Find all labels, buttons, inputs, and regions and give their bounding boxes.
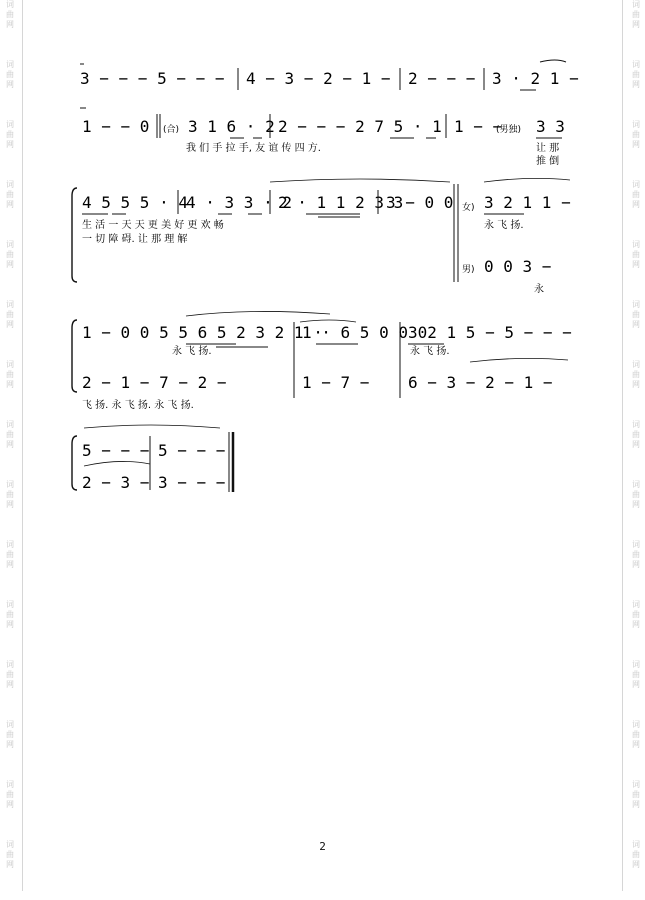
watermark-char: 网: [6, 680, 14, 689]
line5-bottom-b: 3 − − −: [158, 473, 226, 492]
watermark-char: 网: [6, 140, 14, 149]
watermark-char: 网: [6, 800, 14, 809]
line3-notes-f: 0 0 3 −: [484, 257, 552, 276]
watermark-char: 网: [6, 200, 14, 209]
line2-role-2: (男独): [496, 125, 522, 135]
watermark-char: 网: [632, 320, 640, 329]
line4-top-a: 1 − 0 0 5 5 6 5 2 3 2 1 ·: [82, 323, 323, 342]
watermark-char: 曲: [632, 550, 640, 559]
watermark-char: 词: [6, 540, 14, 549]
watermark-char: 词: [632, 600, 640, 609]
line3-notes-b: 4 · 3 3 · 2: [186, 193, 292, 212]
watermark-char: 网: [6, 860, 14, 869]
line4-bottom-c: 6 − 3 − 2 − 1 −: [408, 373, 553, 392]
score-line-5: [72, 425, 233, 492]
watermark-char: 网: [6, 380, 14, 389]
line3-notes-d: 3 − 0 0: [386, 193, 454, 212]
watermark-char: 曲: [632, 130, 640, 139]
line4-top-lyrics-c: 永 飞 扬.: [410, 346, 450, 357]
line3-lyric-f: 永: [534, 284, 544, 295]
watermark-char: 词: [632, 720, 640, 729]
watermark-char: 词: [6, 660, 14, 669]
line2-notes-c: 2 − − − 2 7 5 · 1: [278, 117, 442, 136]
line1-measure-4: 3 · 2 1 −: [492, 69, 579, 88]
watermark-char: 网: [632, 140, 640, 149]
line3-part-male: 男): [462, 265, 475, 275]
watermark-char: 词: [6, 120, 14, 129]
watermark-char: 词: [632, 180, 640, 189]
watermark-char: 词: [6, 480, 14, 489]
line3-notes-e: 3 2 1 1 −: [484, 193, 571, 212]
watermark-char: 网: [6, 440, 14, 449]
watermark-char: 曲: [632, 790, 640, 799]
watermark-char: 曲: [6, 670, 14, 679]
watermark-char: 网: [632, 80, 640, 89]
watermark-char: 网: [632, 800, 640, 809]
line3-lyric-e: 永 飞 扬.: [484, 220, 524, 231]
score-line-2: [80, 108, 565, 167]
line1-measure-2: 4 − 3 − 2 − 1 −: [246, 69, 391, 88]
watermark-char: 网: [6, 20, 14, 29]
watermark-char: 曲: [6, 610, 14, 619]
watermark-char: 词: [632, 540, 640, 549]
line3-lyrics-2: 一 切 障 碍. 让 那 理 解: [82, 234, 188, 245]
line5-top-a: 5 − − −: [82, 441, 150, 460]
watermark-char: 网: [6, 500, 14, 509]
watermark-char: 曲: [632, 70, 640, 79]
watermark-char: 曲: [6, 250, 14, 259]
watermark-char: 曲: [632, 610, 640, 619]
watermark-char: 网: [632, 260, 640, 269]
watermark-char: 词: [632, 480, 640, 489]
watermark-char: 网: [632, 680, 640, 689]
line2-lyric-end-2: 推 倒: [536, 156, 560, 167]
watermark-char: 网: [632, 200, 640, 209]
line2-role: (合): [163, 125, 180, 135]
watermark-char: 词: [6, 60, 14, 69]
watermark-char: 曲: [6, 850, 14, 859]
line3-notes-c: 2 · 1 1 2 3 3: [278, 193, 404, 212]
line3-notes-a: 4 5 5 5 · 4: [82, 193, 188, 212]
watermark-char: 词: [632, 360, 640, 369]
watermark-char: 曲: [6, 310, 14, 319]
watermark-char: 网: [632, 500, 640, 509]
line4-top-lyrics-a: 永 飞 扬.: [172, 346, 212, 357]
watermark-char: 网: [6, 320, 14, 329]
line2-notes-e: 3 3: [536, 117, 565, 136]
watermark-char: 词: [632, 120, 640, 129]
watermark-char: 曲: [6, 130, 14, 139]
line2-notes-a: 1 − − 0: [82, 117, 150, 136]
watermark-char: 曲: [632, 670, 640, 679]
line2-notes-b: 3 1 6 · 2: [188, 117, 275, 136]
watermark-char: 网: [632, 440, 640, 449]
watermark-char: 网: [6, 740, 14, 749]
watermark-char: 曲: [632, 310, 640, 319]
line3-part-female: 女): [462, 203, 475, 213]
watermark-char: 曲: [6, 10, 14, 19]
score-line-1: [80, 60, 579, 90]
watermark-char: 词: [6, 360, 14, 369]
page-number: 2: [319, 840, 326, 853]
watermark-char: 曲: [632, 430, 640, 439]
watermark-char: 曲: [6, 790, 14, 799]
line1-measure-1: 3 − − − 5 − − −: [80, 69, 225, 88]
watermark-char: 词: [6, 420, 14, 429]
watermark-char: 词: [632, 0, 640, 9]
watermark-char: 词: [632, 60, 640, 69]
line5-bottom-a: 2 − 3 −: [82, 473, 150, 492]
watermark-char: 曲: [6, 730, 14, 739]
watermark-char: 词: [632, 840, 640, 849]
watermark-char: 曲: [6, 370, 14, 379]
line5-top-b: 5 − − −: [158, 441, 226, 460]
line4-top-b: 1 · 6 5 0 0 0: [302, 323, 428, 342]
watermark-char: 词: [632, 420, 640, 429]
watermark-char: 词: [632, 240, 640, 249]
watermark-char: 曲: [632, 250, 640, 259]
watermark-char: 词: [632, 300, 640, 309]
line2-lyrics: 我 们 手 拉 手, 友 谊 传 四 方.: [186, 143, 321, 154]
line4-top-c: 3 2 1 5 − 5 − − −: [408, 323, 572, 342]
watermark-char: 曲: [6, 430, 14, 439]
watermark-char: 词: [6, 240, 14, 249]
watermark-char: 网: [632, 740, 640, 749]
watermark-char: 词: [632, 660, 640, 669]
watermark-char: 网: [632, 860, 640, 869]
watermark-char: 网: [632, 560, 640, 569]
watermark-char: 词: [6, 720, 14, 729]
watermark-char: 曲: [632, 370, 640, 379]
watermark-char: 曲: [6, 190, 14, 199]
watermark-char: 词: [6, 600, 14, 609]
watermark-char: 网: [632, 20, 640, 29]
watermark-char: 曲: [6, 550, 14, 559]
watermark-char: 曲: [6, 70, 14, 79]
watermark-char: 网: [6, 620, 14, 629]
line4-bottom-b: 1 − 7 −: [302, 373, 370, 392]
line2-notes-d: 1 − −: [454, 117, 503, 136]
watermark-char: 网: [632, 620, 640, 629]
watermark-char: 曲: [632, 850, 640, 859]
watermark-char: 曲: [632, 730, 640, 739]
watermark-char: 曲: [632, 10, 640, 19]
score-line-3: [72, 178, 571, 295]
watermark-char: 词: [632, 780, 640, 789]
watermark-char: 网: [6, 560, 14, 569]
line4-bottom-a: 2 − 1 − 7 − 2 −: [82, 373, 227, 392]
watermark-char: 词: [6, 300, 14, 309]
watermark-char: 曲: [632, 490, 640, 499]
line3-lyrics-1: 生 活 一 天 天 更 美 好 更 欢 畅: [82, 220, 224, 231]
watermark-char: 曲: [632, 190, 640, 199]
watermark-char: 词: [6, 840, 14, 849]
line4-bottom-lyrics: 飞 扬. 永 飞 扬. 永 飞 扬.: [82, 400, 194, 411]
watermark-char: 词: [6, 0, 14, 9]
line2-lyric-end-1: 让 那: [536, 143, 560, 154]
score-line-4: [72, 311, 572, 411]
watermark-char: 网: [6, 80, 14, 89]
watermark-char: 曲: [6, 490, 14, 499]
watermark-char: 词: [6, 180, 14, 189]
watermark-char: 网: [6, 260, 14, 269]
watermark-char: 词: [6, 780, 14, 789]
line1-measure-3: 2 − − −: [408, 69, 476, 88]
watermark-char: 网: [632, 380, 640, 389]
